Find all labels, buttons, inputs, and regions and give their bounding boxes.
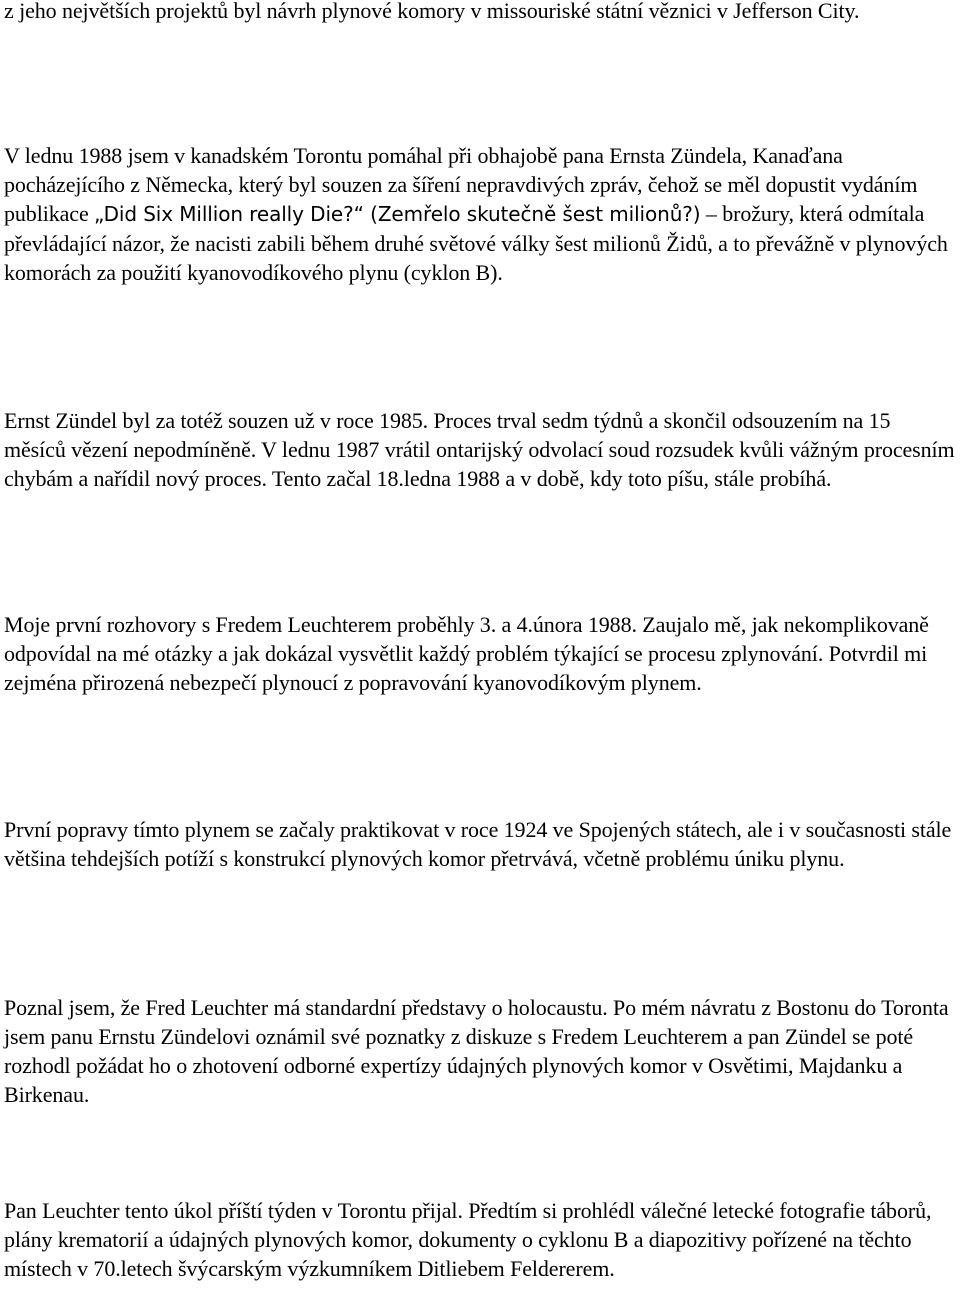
- publication-title: „Did Six Million really Die?“ (Zemřelo skutečně šest milionů?): [94, 202, 701, 226]
- paragraph-2-text-start: V lednu 1988 jsem v kanadském Torontu pomáhal při obhajobě pana Ernsta Zündela, Kanaďana pocházejícího z Německa, který byl souzen za šíření nepravdivých zpráv, čehož se měl dopustit vydáním publikace: [4, 143, 918, 226]
- paragraph-2-text-end: – brožury, která odmítala převládající názor, že nacisti zabili během druhé světové války šest milionů Židů, a to převážně v plynových komorách za použití kyanovodíkového plynu (cyklon B).: [4, 201, 948, 285]
- paragraph-2: [4, 141, 956, 287]
- paragraph-3: Ernst Zündel byl za totéž souzen už v roce 1985. Proces trval sedm týdnů a skončil odsouzením na 15 měsíců vězení nepodmíněně. V lednu 1987 vrátil ontarijský odvolací soud rozsudek kvůli vážným procesním chybám a nařídil nový proces. Tento začal 18.ledna 1988 a v době, kdy toto píšu, stále probíhá.: [4, 408, 955, 491]
- paragraph-6: Poznal jsem, že Fred Leuchter má standardní představy o holocaustu. Po mém návratu z Bostonu do Toronta jsem panu Ernstu Zündelovi oznámil své poznatky z diskuze s Fredem Leuchterem a pan Zündel se poté rozhodl požádat ho o zhotovení odborné expertízy údajných plynových komor v Osvětimi, Majdanku a Birkenau.: [4, 995, 949, 1107]
- paragraph-4: Moje první rozhovory s Fredem Leuchterem proběhly 3. a 4.února 1988. Zaujalo mě, jak nekomplikovaně odpovídal na mé otázky a jak dokázal vysvětlit každý problém týkající se procesu zplynování. Potvrdil mi zejména přirozená nebezpečí plynoucí z popravování kyanovodíkovým plynem.: [4, 612, 929, 695]
- paragraph-5: První popravy tímto plynem se začaly praktikovat v roce 1924 ve Spojených státech, ale i v současnosti stále většina tehdejších potíží s konstrukcí plynových komor přetrvává, včetně problému úniku plynu.: [4, 817, 952, 871]
- paragraph-7: Pan Leuchter tento úkol příští týden v Torontu přijal. Předtím si prohlédl válečné letecké fotografie táborů, plány krematorií a údajných plynových komor, dokumenty o cyklonu B a diapozitivy pořízené na těchto místech v 70.letech švýcarským výzkumníkem Ditliebem Feldererem.: [4, 1198, 932, 1281]
- paragraph-1: z jeho největších projektů byl návrh plynové komory v missouriské státní věznici v Jefferson City.: [4, 0, 860, 23]
